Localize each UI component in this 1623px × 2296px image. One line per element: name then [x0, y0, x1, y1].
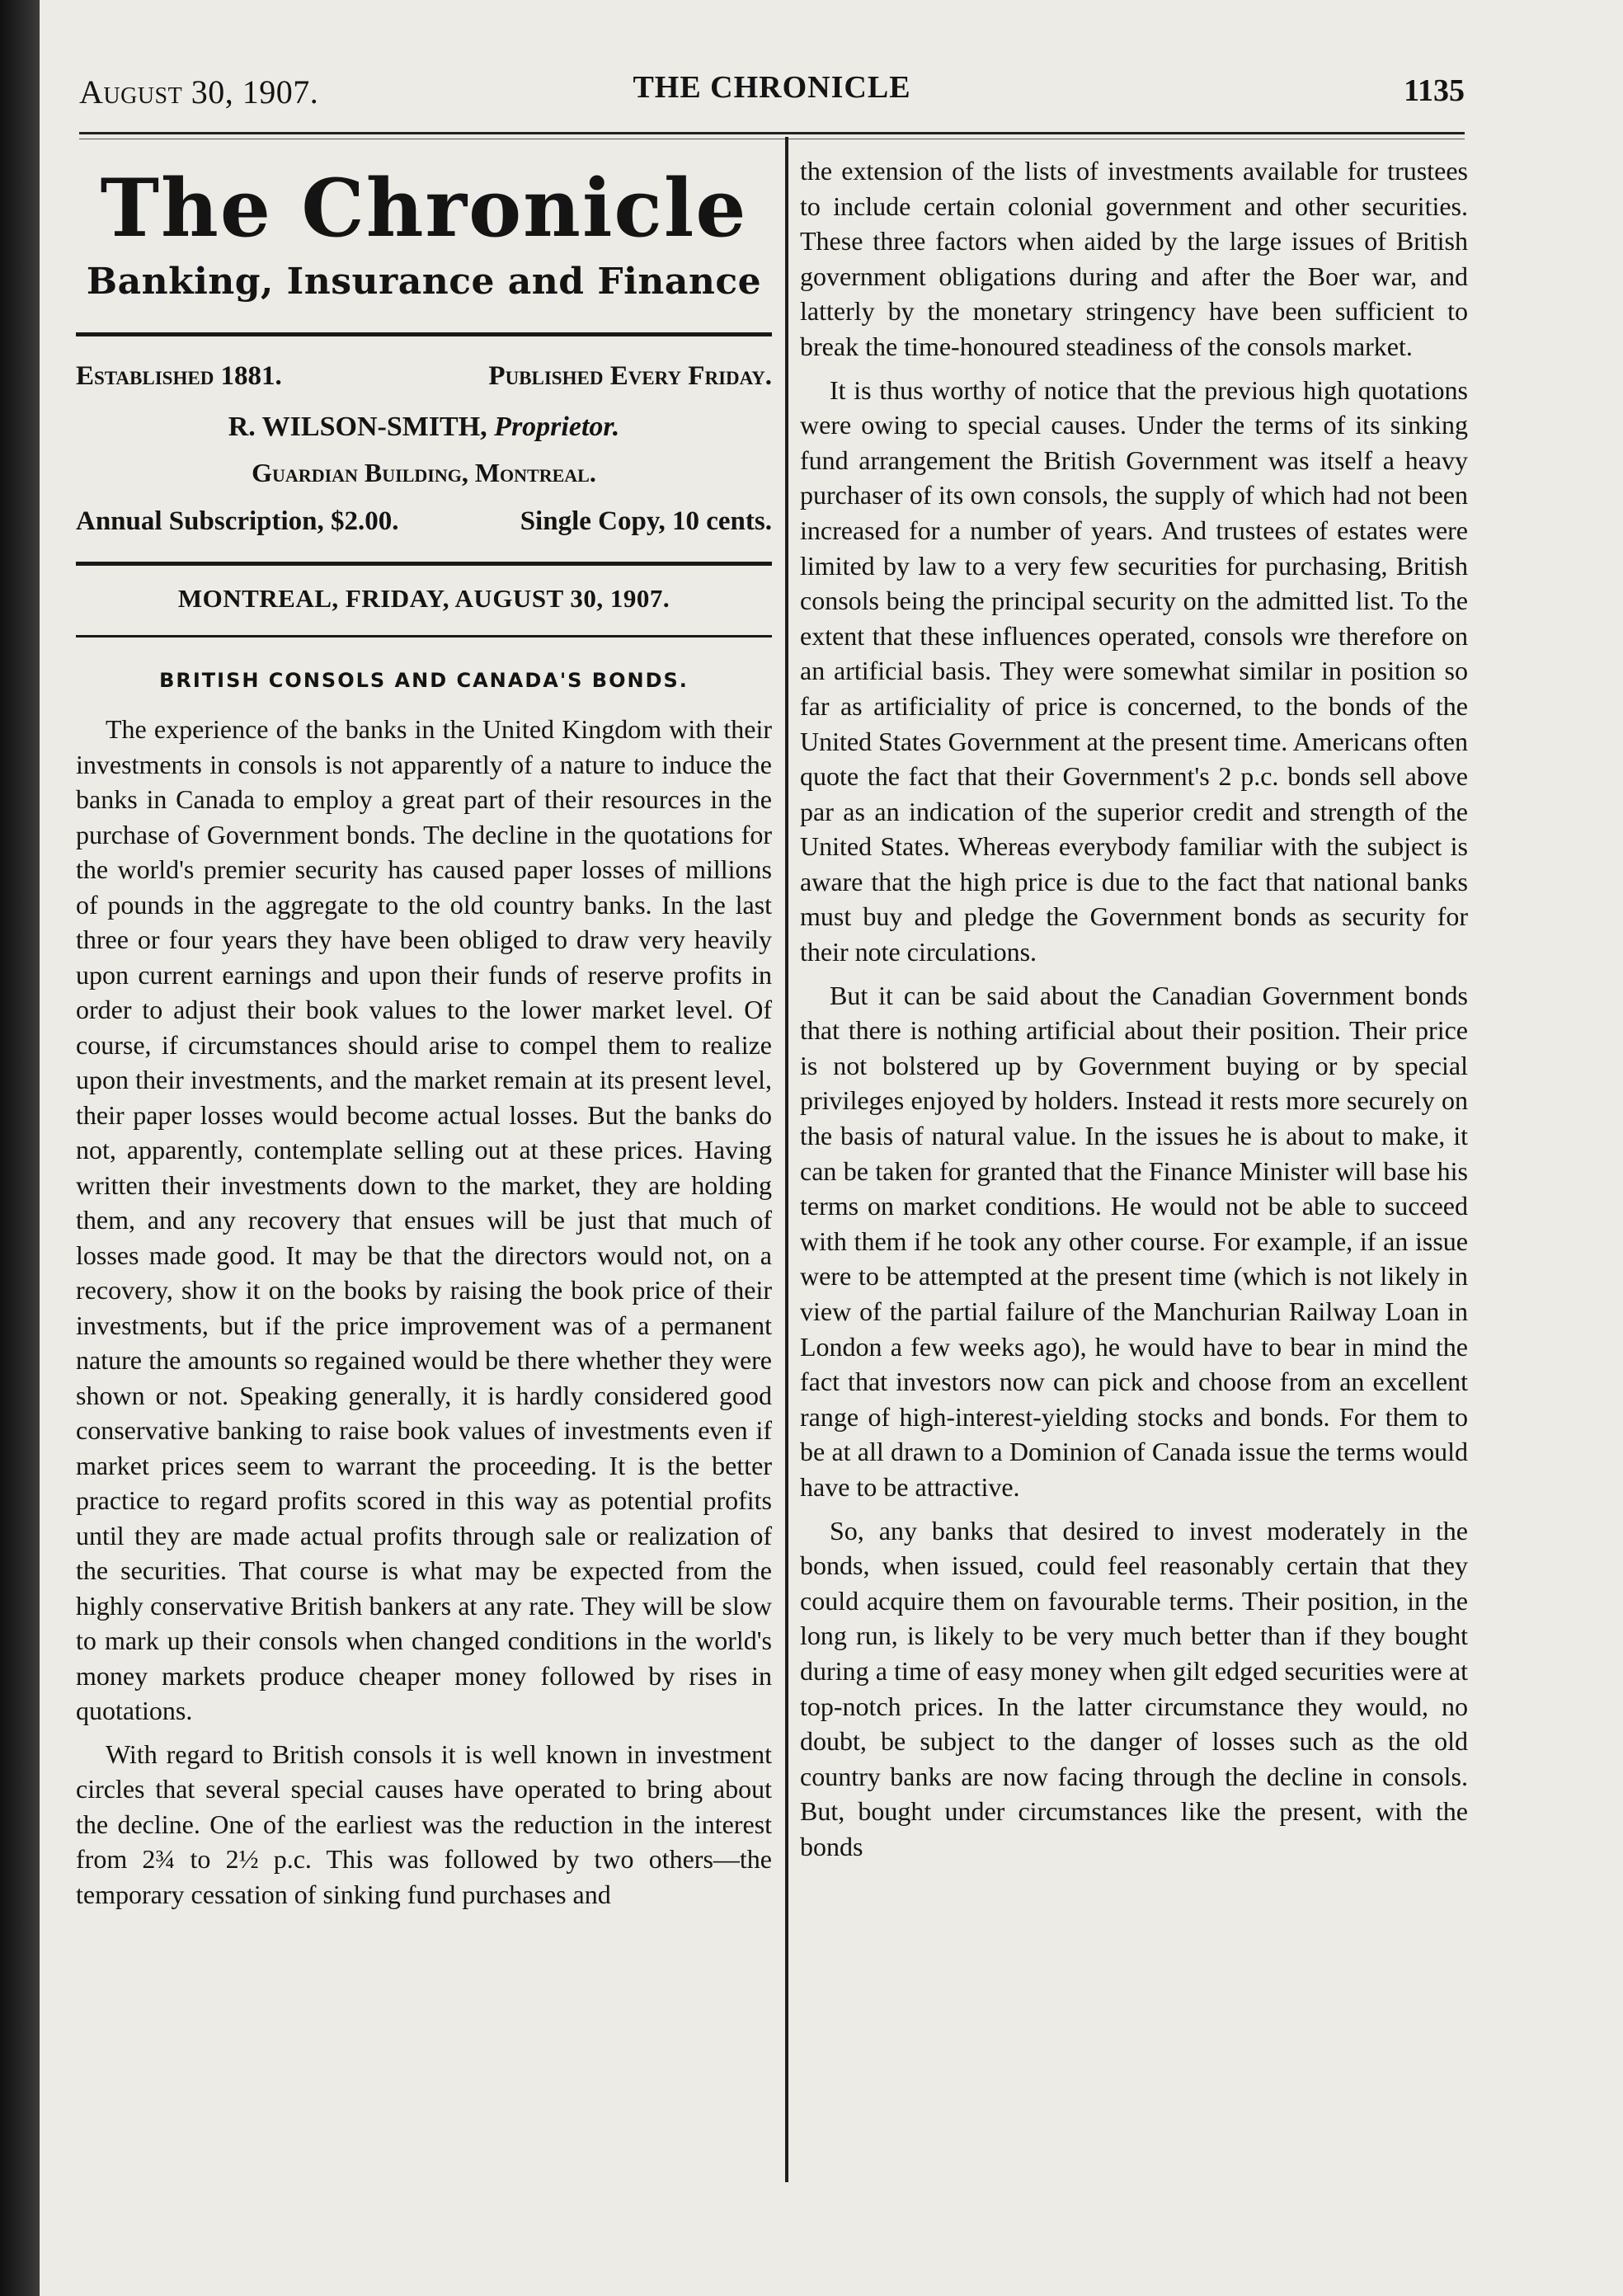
- masthead-title: The Chronicle: [100, 162, 748, 255]
- left-column: [76, 157, 772, 1912]
- article-paragraph: But it can be said about the Canadian Government bonds that there is nothing artificial about their position. Their price is not bolstered up by Government buying or by special privileges enjoyed by holders. Instead it rests more securely on the basis of natural value. In the issues he is about to make, it can be taken for granted that the Finance Minister will base his terms on market conditions. He would not be able to succeed with them if he took any other course. For example, if an issue were to be attempted at the present time (which is not likely in view of the partial failure of the Manchurian Railway Loan in London a few weeks ago), he would have to bear in mind the fact that investors now can pick and choose from an excellent range of high-interest-yielding stocks and bonds. For them to be at all drawn to a Dominion of Canada issue the terms would have to be attractive.: [800, 980, 1468, 1502]
- running-head: [79, 68, 1465, 117]
- proprietor-name: R. WILSON-SMITH,: [228, 412, 487, 442]
- dateline: MONTREAL, FRIDAY, AUGUST 30, 1907.: [177, 584, 670, 613]
- page-binding-edge: [0, 0, 40, 2296]
- subscription-info: [76, 506, 772, 537]
- proprietor-role: Proprietor.: [494, 412, 620, 442]
- header-title: THE CHRONICLE: [633, 70, 911, 105]
- proprietor-line: [76, 412, 772, 443]
- article-paragraph: The experience of the banks in the United Kingdom with their investments in consols is not apparently of a nature to induce the banks in Canada to employ a great part of their resources in the purchase of Government bonds. The decline in the quotations for the world's premier security has caused paper losses of millions of pounds in the aggregate to the old country banks. In the last three or four years they have been obliged to draw very heavily upon current earnings and upon their funds of reserve profits in order to adjust their book values to the lower market level. Of course, if circumstances should arise to compel them to realize upon their investments, and the market remain at its present level, their paper losses would become actual losses. But the banks do not, apparently, contemplate selling out at these prices. Having written their investments down to the market, they are holding them, and any recovery that ensues will be just that much of losses made good. It may be that the directors would not, on a recovery, show it on the books by raising the book price of their investments, but if the price improvement was of a permanent nature the amounts so regained would be there whether they were shown or not. Speaking generally, it is hardly considered good conservative banking to raise book values of investments even if market prices seem to warrant the proceeding. It is the better practice to regard profits scored in this way as potential profits until they are made actual profits through sale or realization of the securities. That course is what may be expected from the highly conservative British bankers at any rate. They will be slow to mark up their consols when changed conditions in the world's money markets produce cheaper money followed by rises in quotations.: [76, 714, 772, 1725]
- right-column: [800, 153, 1468, 1865]
- published-text: Published Every Friday.: [488, 361, 772, 391]
- single-copy-price: Single Copy, 10 cents.: [520, 506, 772, 536]
- dateline-rule-bottom: [76, 635, 772, 638]
- header-date: August 30, 1907.: [79, 73, 319, 111]
- article-paragraph: the extension of the lists of investments available for trustees to include certain colonial government and other securities. These three factors when aided by the large issues of British government obligations during and after the Boer war, and latterly by the monetary stringency have been sufficient to break the time-honoured steadiness of the consols market.: [800, 156, 1468, 361]
- dateline-rule: [76, 562, 772, 566]
- masthead-subtitle: Banking, Insurance and Finance: [86, 261, 762, 303]
- address: Guardian Building, Montreal.: [252, 458, 596, 487]
- column-divider: [785, 137, 788, 2182]
- article-title: BRITISH CONSOLS AND CANADA'S BONDS.: [159, 669, 689, 692]
- page-number: 1135: [1404, 73, 1465, 108]
- masthead-rule: [76, 332, 772, 336]
- article-paragraph: With regard to British consols it is well known in investment circles that several special causes have operated to bring about the decline. One of the earliest was the reduction in the interest from 2¾ to 2½ p.c. This was followed by two others—the temporary cessation of sinking fund purchases and: [76, 1738, 772, 1909]
- header-rule: [79, 132, 1465, 134]
- article-paragraph: It is thus worthy of notice that the previous high quotations were owing to special causes. Under the terms of its sinking fund arrangement the British Government was itself a heavy purchaser of its own consols, the supply of which had not been increased for a number of years. And trustees of estates were limited by law to a very few securities for purchasing, British consols being the principal security on the admitted list. To the extent that these influences operated, consols wre therefore on an artificial basis. They were somewhat similar in position so far as artificiality of price is concerned, to the bonds of the United States Government at the present time. Americans often quote the fact that their Government's 2 p.c. bonds sell above par as an indication of the superior credit and strength of the United States. Whereas everybody familiar with the subject is aware that the high price is due to the fact that national banks must buy and pledge the Government bonds as security for their note circulations.: [800, 374, 1468, 967]
- publication-info: [76, 361, 772, 392]
- annual-subscription: Annual Subscription, $2.00.: [76, 506, 399, 536]
- article-paragraph: So, any banks that desired to invest moderately in the bonds, when issued, could feel reasonably certain that they could acquire them on favourable terms. Their position, in the long run, is likely to be very much better than if they bought during a time of easy money when gilt edged securities were at top-notch prices. In the latter circumstance they would, no doubt, be subject to the danger of losses such as the old country banks are now facing through the decline in consols. But, bought under circumstances like the present, with the bonds: [800, 1515, 1468, 1861]
- established-text: Established 1881.: [76, 361, 282, 391]
